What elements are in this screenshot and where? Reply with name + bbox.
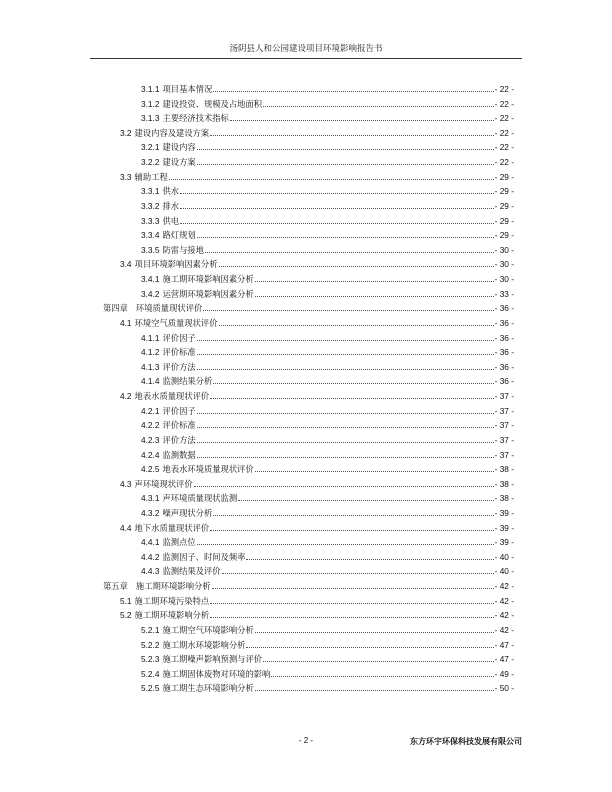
company-name: 东方环宇环保科技发展有限公司 [410,737,522,746]
toc-entry[interactable] [141,272,514,287]
toc-entry-number: 第四章 [103,303,128,314]
toc-entry-number: 3.2.2 [141,157,160,168]
toc-entry-title: 监测数据 [162,449,196,460]
toc-entry-page: - 29 - [494,200,514,211]
toc-entry-page: - 50 - [494,683,514,694]
toc-dot-leader [238,491,493,501]
toc-entry-title: 噪声现状分析 [162,507,213,518]
toc-entry-number: 4.2.4 [141,449,160,460]
toc-dot-leader [255,287,494,297]
toc-entry-title: 建设方案 [162,157,196,168]
toc-entry-title: 建设内容 [162,142,196,153]
toc-dot-leader [205,243,494,253]
toc-entry-number: 3.1.1 [141,84,160,94]
toc-entry-title: 地表水质量现状评价 [134,391,210,402]
toc-entry-title: 监测因子、时间及频率 [162,551,246,562]
toc-dot-leader [197,155,494,165]
toc-entry-page: - 30 - [494,259,514,270]
toc-entry-page: - 36 - [494,376,514,387]
toc-entry[interactable] [141,243,514,258]
toc-entry-title: 声环境现状评价 [134,478,193,489]
toc-entry-title: 施工期噪声影响预测与评价 [162,654,263,665]
toc-entry-number: 4.4.3 [141,566,160,577]
toc-entry-number: 5.2.5 [141,683,160,694]
toc-entry-number: 3.3 [120,171,132,182]
toc-entry-number: 4.2 [120,391,132,402]
toc-dot-leader [210,521,493,531]
toc-dot-leader [169,170,494,180]
toc-entry-page: - 38 - [494,493,514,504]
toc-entry-number: 3.2.1 [141,142,160,153]
toc-entry-page: - 38 - [494,478,514,489]
toc-entry-page: - 38 - [494,464,514,475]
toc-entry-title: 评价因子 [162,332,196,343]
toc-entry-page: - 36 - [494,332,514,343]
toc-entry-page: - 37 - [494,420,514,431]
toc-dot-leader [271,667,493,677]
toc-entry-title: 评价方法 [162,361,196,372]
toc-entry-page: - 47 - [494,639,514,650]
page-number: - 2 - [298,736,314,745]
toc-dot-leader [180,199,494,209]
toc-entry-number: 3.3.5 [141,244,160,255]
toc-entry-title: 监测结果及评价 [162,566,221,577]
toc-entry[interactable] [120,257,514,272]
header-rule [90,58,522,59]
toc-dot-leader [197,331,494,341]
toc-entry[interactable] [141,623,514,638]
toc-entry-number: 4.4 [120,522,132,533]
toc-entry-page: - 22 - [494,127,514,138]
toc-entry-number: 4.2.2 [141,420,160,431]
toc-entry[interactable] [141,111,514,126]
toc-dot-leader [230,111,494,121]
toc-entry-number: 3.3.2 [141,200,160,211]
toc-dot-leader [255,681,494,691]
toc-entry-number: 3.1.2 [141,98,160,109]
toc-entry[interactable] [120,477,514,492]
toc-entry-number: 3.4.1 [141,274,160,285]
toc-entry-number: 第五章 [103,581,128,592]
toc-entry-page: - 39 - [494,507,514,518]
toc-dot-leader [213,374,493,384]
toc-entry-number: 4.4.1 [141,537,160,548]
toc-entry-number: 3.1.3 [141,113,160,124]
toc-dot-leader [180,214,494,224]
toc-entry-number: 3.3.1 [141,186,160,197]
toc-dot-leader [255,272,494,282]
toc-entry[interactable] [141,82,514,97]
toc-entry-number: 5.2.3 [141,654,160,665]
toc-entry-page: - 42 - [494,595,514,606]
toc-dot-leader [197,345,494,355]
toc-entry-number: 4.1.1 [141,332,160,343]
toc-entry-title: 声环境质量现状监测 [162,493,238,504]
toc-entry-number: 3.3.3 [141,215,160,226]
toc-entry[interactable] [141,491,514,506]
toc-entry-page: - 47 - [494,654,514,665]
toc-dot-leader [210,389,493,399]
toc-dot-leader [263,97,494,107]
toc-dot-leader [219,316,494,326]
toc-dot-leader [203,301,493,311]
toc-entry-title: 施工期环境影响分析 [135,581,211,592]
toc-dot-leader [197,140,494,150]
toc-entry-page: - 22 - [494,142,514,153]
toc-entry-title: 排水 [162,200,180,211]
toc-entry-page: - 22 - [494,98,514,109]
toc-entry-page: - 29 - [494,215,514,226]
toc-entry-page: - 36 - [494,361,514,372]
toc-dot-leader [255,462,494,472]
toc-entry-number: 4.2.5 [141,464,160,475]
toc-entry-number: 4.1.3 [141,361,160,372]
toc-entry-number: 5.2 [120,610,132,621]
toc-dot-leader [197,360,494,370]
toc-entry-title: 评价因子 [162,405,196,416]
toc-entry-page: - 36 - [494,303,514,314]
toc-entry[interactable] [141,564,514,579]
toc-dot-leader [197,535,494,545]
toc-entry[interactable] [141,652,514,667]
toc-entry[interactable] [141,331,514,346]
toc-entry-title: 地表水环境质量现状评价 [162,464,254,475]
toc-entry[interactable] [141,448,514,463]
toc-entry-number: 5.1 [120,595,132,606]
toc-entry[interactable] [141,184,514,199]
toc-entry[interactable] [120,594,514,609]
toc-entry-title: 评价标准 [162,347,196,358]
toc-dot-leader [210,126,493,136]
toc-entry[interactable] [141,506,514,521]
toc-entry-title: 建设投资、规模及占地面积 [162,98,263,109]
toc-entry-number: 4.3 [120,478,132,489]
toc-entry[interactable] [141,155,514,170]
toc-entry-page: - 36 - [494,347,514,358]
toc-dot-leader [197,433,494,443]
toc-entry-number: 5.2.1 [141,624,160,635]
toc-entry-page: - 42 - [494,610,514,621]
toc-entry-page: - 37 - [494,434,514,445]
toc-entry-number: 3.2 [120,127,132,138]
toc-entry-page: - 22 - [494,84,514,94]
toc-entry[interactable] [141,418,514,433]
toc-entry[interactable] [141,433,514,448]
toc-entry[interactable] [120,126,514,141]
toc-entry-title: 评价标准 [162,420,196,431]
toc-entry-title: 项目环境影响因素分析 [134,259,218,270]
toc-entry-title: 环境空气质量现状评价 [134,317,218,328]
toc-entry-title: 施工期环境影响分析 [134,610,210,621]
toc-entry[interactable] [141,550,514,565]
toc-entry[interactable] [141,97,514,112]
toc-entry-title: 监测点位 [162,537,196,548]
toc-entry-title: 运营期环境影响因素分析 [162,288,254,299]
toc-entry-page: - 30 - [494,274,514,285]
toc-entry-page: - 49 - [494,668,514,679]
toc-entry-title: 施工期固体废物对环境的影响 [162,668,271,679]
toc-entry-page: - 33 - [494,288,514,299]
toc-entry-title: 评价方法 [162,434,196,445]
toc-entry-title: 供水 [162,186,180,197]
toc-dot-leader [197,228,494,238]
toc-entry-page: - 22 - [494,113,514,124]
toc-entry-page: - 39 - [494,537,514,548]
toc-entry[interactable] [141,462,514,477]
toc-dot-leader [212,579,494,589]
toc-entry-title: 防雷与接地 [162,244,204,255]
toc-entry-page: - 37 - [494,449,514,460]
toc-entry[interactable] [120,389,514,404]
toc-entry-page: - 39 - [494,522,514,533]
toc-dot-leader [180,184,494,194]
toc-entry[interactable] [120,170,514,185]
toc-entry[interactable] [141,404,514,419]
toc-entry[interactable] [120,316,514,331]
toc-entry[interactable] [141,228,514,243]
toc-dot-leader [197,418,494,428]
toc-entry[interactable] [141,360,514,375]
toc-entry-title: 供电 [162,215,180,226]
toc-entry-title: 环境质量现状评价 [135,303,203,314]
toc-entry[interactable] [141,374,514,389]
toc-dot-leader [222,564,494,574]
toc-entry[interactable] [141,199,514,214]
toc-entry-page: - 40 - [494,551,514,562]
toc-entry-page: - 22 - [494,157,514,168]
toc-entry-title: 项目基本情况 [162,84,213,94]
toc-dot-leader [213,82,493,92]
toc-dot-leader [255,623,494,633]
toc-entry-page: - 37 - [494,391,514,402]
toc-dot-leader [210,594,493,604]
toc-entry-page: - 36 - [494,317,514,328]
toc-entry[interactable] [141,140,514,155]
toc-entry-number: 4.4.2 [141,551,160,562]
toc-entry[interactable] [141,667,514,682]
toc-entry-title: 施工期生态环境影响分析 [162,683,254,694]
toc-entry-page: - 42 - [494,581,514,592]
toc-entry-page: - 29 - [494,171,514,182]
toc-entry-title: 施工期环境影响因素分析 [162,274,254,285]
toc-entry[interactable] [141,214,514,229]
toc-entry-number: 4.2.1 [141,405,160,416]
toc-entry[interactable] [141,535,514,550]
toc-entry[interactable] [103,579,514,594]
toc-entry-title: 监测结果分析 [162,376,213,387]
toc-entry-page: - 29 - [494,230,514,241]
toc-entry[interactable] [141,345,514,360]
toc-dot-leader [197,448,494,458]
toc-entry-number: 3.4 [120,259,132,270]
toc-dot-leader [263,652,494,662]
toc-dot-leader [246,638,493,648]
toc-entry-number: 3.3.4 [141,230,160,241]
toc-entry-number: 5.2.2 [141,639,160,650]
toc-entry[interactable] [120,608,514,623]
toc-entry-number: 4.3.2 [141,507,160,518]
toc-entry-title: 辅助工程 [134,171,168,182]
toc-entry[interactable] [141,287,514,302]
toc-entry-title: 路灯规划 [162,230,196,241]
toc-entry-number: 4.2.3 [141,434,160,445]
toc-entry-title: 建设内容及建设方案 [134,127,210,138]
toc-dot-leader [197,404,494,414]
toc-entry-page: - 30 - [494,244,514,255]
toc-entry-page: - 42 - [494,624,514,635]
toc-entry-number: 4.1 [120,317,132,328]
toc-entry-title: 主要经济技术指标 [162,113,229,124]
toc-entry-number: 5.2.4 [141,668,160,679]
toc-entry-page: - 37 - [494,405,514,416]
toc-entry-number: 4.1.4 [141,376,160,387]
toc-entry[interactable] [141,638,514,653]
toc-entry-title: 施工期空气环境影响分析 [162,624,254,635]
toc-entry-number: 4.3.1 [141,493,160,504]
toc-dot-leader [213,506,493,516]
toc-dot-leader [246,550,493,560]
toc-entry-title: 地下水质量现状评价 [134,522,210,533]
toc-entry[interactable] [141,681,514,696]
toc-dot-leader [219,257,494,267]
toc-entry-page: - 29 - [494,186,514,197]
toc-entry[interactable] [103,301,514,316]
toc-entry-title: 施工期环境污染特点 [134,595,210,606]
toc-dot-leader [194,477,494,487]
toc-entry-page: - 40 - [494,566,514,577]
toc-entry-number: 4.1.2 [141,347,160,358]
running-header: 汤阴县人和公园建设项目环境影响报告书 [229,44,383,54]
toc-entry[interactable] [120,521,514,536]
toc-entry-number: 3.4.2 [141,288,160,299]
toc-dot-leader [210,608,493,618]
toc-entry-title: 施工期水环境影响分析 [162,639,246,650]
